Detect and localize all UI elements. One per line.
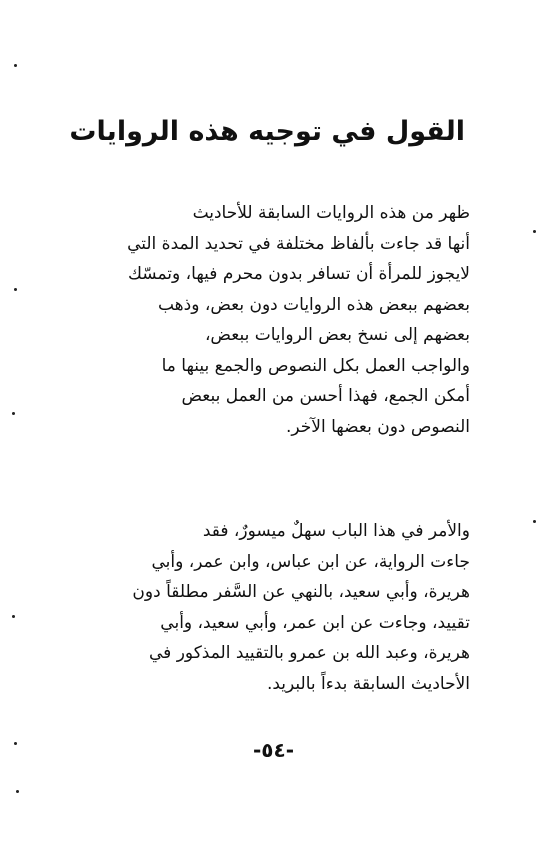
paragraph-1-line: بعضهم ببعض هذه الروايات دون بعض، وذهب — [157, 294, 470, 315]
paragraph-2-line: الأحاديث السابقة بدءاً بالبريد. — [266, 673, 470, 694]
paragraph-2-line: تقييد، وجاءت عن ابن عمر، وأبي سعيد، وأبي — [160, 612, 470, 633]
scan-speck — [16, 790, 19, 793]
scan-speck — [14, 288, 17, 291]
scan-speck — [533, 520, 536, 523]
paragraph-1-line: النصوص دون بعضها الآخر. — [286, 416, 470, 437]
paragraph-1 — [75, 198, 470, 442]
paragraph-2-line: هريرة، وأبي سعيد، بالنهي عن السَّفر مطلقاً دون — [132, 582, 470, 602]
paragraph-1-line: أمكن الجمع، فهذا أحسن من العمل ببعض — [181, 386, 470, 406]
scan-speck — [12, 615, 15, 618]
paragraph-1-line: ظهر من هذه الروايات السابقة للأحاديث — [192, 203, 470, 223]
paragraph-1-line: أنها قد جاءت بألفاظ مختلفة في تحديد المدة التي — [127, 233, 470, 254]
paragraph-2-line: والأمر في هذا الباب سهلٌ ميسورٌ، فقد — [202, 521, 470, 541]
page-number: -٥٤- — [252, 738, 295, 762]
section-heading: القول في توجيه هذه الروايات — [69, 116, 465, 147]
paragraph-1-line: لايجوز للمرأة أن تسافر بدون محرم فيها، وتمسّك — [127, 264, 470, 284]
paragraph-2-line: جاءت الرواية، عن ابن عباس، وابن عمر، وأبي — [151, 551, 470, 572]
paragraph-2 — [75, 516, 470, 699]
scan-speck — [14, 64, 17, 67]
paragraph-2-line: هريرة، وعبد الله بن عمرو بالتقييد المذكور في — [149, 643, 470, 663]
scan-speck — [533, 230, 536, 233]
paragraph-1-line: والواجب العمل بكل النصوص والجمع بينها ما — [161, 355, 470, 376]
paragraph-1-line: بعضهم إلى نسخ بعض الروايات ببعض، — [204, 325, 470, 345]
scan-speck — [14, 742, 17, 745]
scan-speck — [12, 412, 15, 415]
